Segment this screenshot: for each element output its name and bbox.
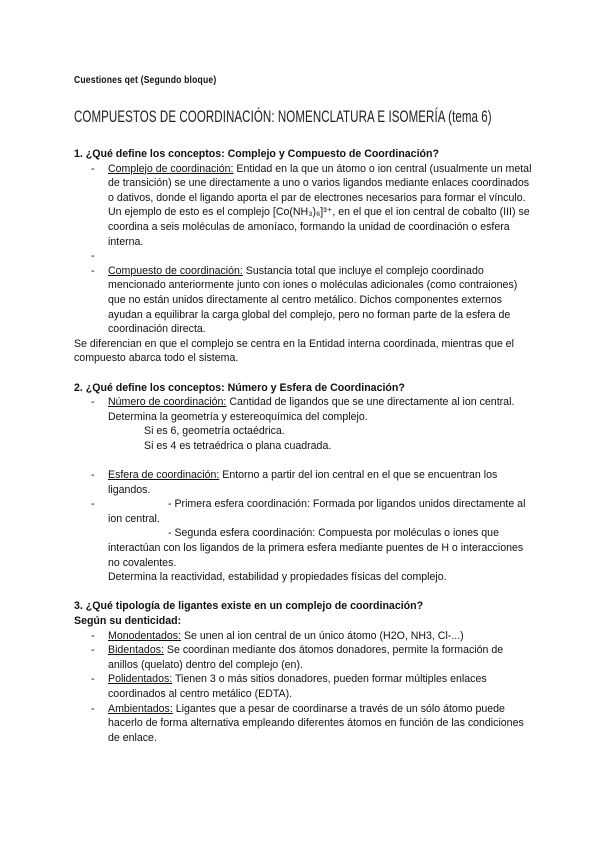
term-polidentados: Polidentados: — [108, 673, 173, 686]
definition-numero: Cantidad de ligandos que se une directamente al ion central. Determina la geometría y estereoquímica del complejo. — [108, 396, 515, 423]
list-item-ambientados — [74, 702, 534, 746]
list-item-primera-esfera — [74, 497, 534, 526]
term-bidentados: Bidentados: — [108, 644, 164, 657]
list-item-numero — [74, 395, 534, 424]
definition-compuesto: Sustancia total que incluye el complejo coordinado mencionado anteriormente junto con iones o moléculas adicionales (como contraiones) que no están unidos directamente al centro metálico. Dichos componentes externos ayudan a equilibrar la carga global del complejo, pero no forman parte de la esfera de coordinación directa. — [108, 264, 518, 336]
question-2-list — [74, 395, 534, 424]
list-item-esfera — [74, 468, 534, 497]
list-item-compuesto — [74, 264, 534, 337]
case-six: Si es 6, geometría octaédrica. — [144, 425, 285, 438]
document-body — [74, 147, 534, 745]
term-compuesto: Compuesto de coordinación: — [108, 264, 243, 277]
denticidad-subheading: Según su denticidad: — [74, 615, 182, 627]
document-subtitle: Cuestiones qet (Segundo bloque) — [74, 74, 217, 86]
definition-polidentados: Tienen 3 o más sitios donadores, pueden formar múltiples enlaces coordinados al centro metálico (EDTA). — [108, 673, 487, 700]
spacer — [74, 585, 534, 600]
list-item-bidentados — [74, 643, 534, 672]
question-1-heading: 1. ¿Qué define los conceptos: Complejo y Compuesto de Coordinación? — [74, 148, 439, 160]
list-item-monodentados — [74, 629, 534, 644]
question-1-conclusion: Se diferencian en que el complejo se centra en la Entidad interna coordinada, mientras que el compuesto abarca todo el sistema. — [74, 337, 514, 365]
question-2-list-esfera — [74, 468, 534, 526]
segunda-esfera — [74, 526, 534, 570]
list-item-complejo — [74, 162, 534, 250]
term-esfera: Esfera de coordinación: — [108, 469, 220, 482]
definition-complejo: Entidad en la que un átomo o ion central (usualmente un metal de transición) se une directamente a uno o varios ligandos mediante enlaces coordinados o dativos, donde el ligando aporta el par de electrones necesarios para formar el vínculo. Un ejemplo de esto es el complejo [Co(NH₃)₆]³⁺, en el que el ion central de cobalto (III) se coordina a seis moléculas de amoníaco, formando la unidad de coordinación o esfera interna. — [108, 162, 532, 248]
spacer — [74, 453, 534, 468]
term-monodentados: Monodentados: — [108, 629, 182, 642]
segunda-esfera-text: - Segunda esfera coordinación: Compuesta por moléculas o iones que interactúan con los ligandos de la primera esfera mediante puentes de H o interacciones no covalentes. — [108, 527, 524, 569]
spacer — [74, 366, 534, 381]
question-1-list — [74, 162, 534, 337]
determina-text: Determina la reactividad, estabilidad y propiedades físicas del complejo. — [108, 571, 447, 584]
question-3-list — [74, 629, 534, 746]
definition-esfera: Entorno a partir del ion central en el que se encuentran los ligandos. — [108, 469, 498, 496]
list-item-polidentados — [74, 672, 534, 701]
definition-bidentados: Se coordinan mediante dos átomos donadores, permite la formación de anillos (quelato) dentro del complejo (en). — [108, 644, 504, 671]
question-3-heading: 3. ¿Qué tipología de ligantes existe en un complejo de coordinación? — [74, 600, 424, 613]
definition-monodentados: Se unen al ion central de un único átomo (H2O, NH3, Cl-...) — [181, 629, 464, 642]
definition-ambientados: Ligantes que a pesar de coordinarse a través de un sólo átomo puede hacerlo de forma alternativa empleando diferentes átomos en función de las condiciones de enlace. — [108, 702, 524, 744]
case-four: Si es 4 es tetraédrica o plana cuadrada. — [144, 439, 332, 452]
term-ambientados: Ambientados: — [108, 702, 173, 715]
term-numero: Número de coordinación: — [108, 396, 227, 409]
page-title: COMPUESTOS DE COORDINACIÓN: NOMENCLATURA E ISOMERÍA (tema 6) — [74, 108, 492, 126]
term-complejo: Complejo de coordinación: — [108, 162, 234, 175]
primera-esfera-text: - Primera esfera coordinación: Formada por ligandos unidos directamente al ion central. — [108, 498, 526, 525]
question-2-heading: 2. ¿Qué define los conceptos: Número y Esfera de Coordinación? — [74, 381, 405, 394]
spacer — [74, 249, 534, 264]
